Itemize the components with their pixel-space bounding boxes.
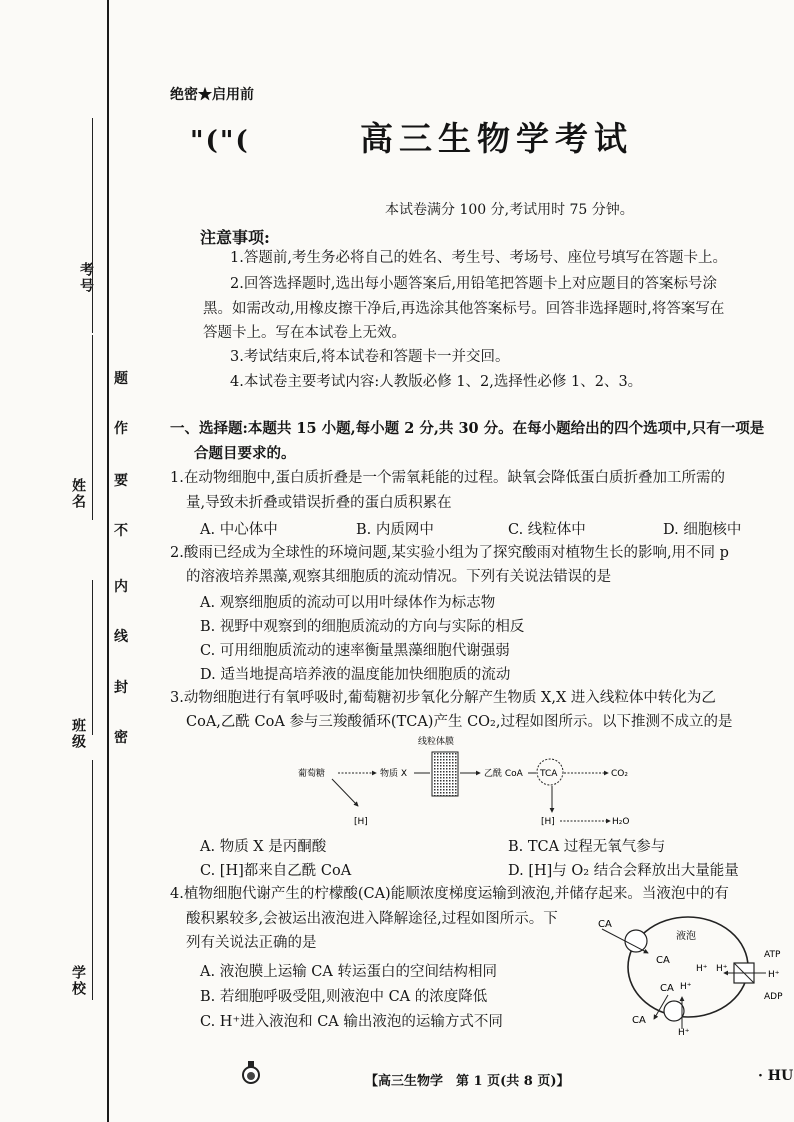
q2-option-c[interactable]: C. 可用细胞质流动的速率衡量黑藻细胞代谢强弱 [200,643,510,659]
margin-label-xingming: 姓名 [70,478,86,510]
banji-field[interactable] [92,580,93,735]
h-in-bottom: H⁺ [680,982,692,992]
seal-char: 封 [114,680,128,696]
xingming-field[interactable] [92,335,93,520]
section-heading: 一、选择题:本题共 15 小题,每小题 2 分,共 30 分。在每小题给出的四个选项中,只有一项是 [170,420,765,437]
ca-out-bottom: CA [632,1015,646,1026]
ca-out-top: CA [598,919,612,930]
h-in-left: H⁺ [696,964,708,974]
ca-in-top: CA [656,955,670,966]
q3-option-b[interactable]: B. TCA 过程无氧气参与 [508,839,666,855]
ca-in-bottom: CA [660,983,674,994]
q4-option-b[interactable]: B. 若细胞呼吸受阻,则液泡中 CA 的浓度降低 [200,989,488,1005]
h2o-label: H₂O [612,817,630,827]
h-out-right: H⁺ [768,970,780,980]
adp-label: ADP [764,992,783,1002]
ca-transporter-in [625,930,647,952]
note-line: 1.答题前,考生务必将自己的姓名、考生号、考场号、座位号填写在答题卡上。 [230,250,727,266]
question-2-stem: 2.酸雨已经成为全球性的环境问题,某实验小组为了探究酸雨对植物生长的影响,用不同 p [170,545,729,561]
handwritten-mark: "("( [190,126,250,156]
note-line: 3.考试结束后,将本试卷和答题卡一并交回。 [230,349,510,365]
confidential-label: 绝密★启用前 [170,87,254,103]
note-line: 4.本试卷主要考试内容:人教版必修 1、2,选择性必修 1、2、3。 [230,374,643,390]
kaohao-field[interactable] [92,118,93,333]
exam-info: 本试卷满分 100 分,考试用时 75 分钟。 [385,202,634,218]
seal-char: 线 [114,629,128,645]
question-4-stem: 4.植物细胞代谢产生的柠檬酸(CA)能顺浓度梯度运输到液泡,并储存起来。当液泡中的有 [170,886,729,902]
respiration-diagram [290,732,650,832]
vacuole-diagram [596,905,794,1035]
q1-option-a[interactable]: A. 中心体中 [200,522,278,538]
q1-option-b[interactable]: B. 内质网中 [356,522,434,538]
tca-label: TCA [540,769,558,779]
seal-char: 内 [114,579,128,595]
co2-label: CO₂ [611,769,628,779]
q2-option-d[interactable]: D. 适当地提高培养液的温度能加快细胞质的流动 [200,667,511,683]
h-in-pump: H⁺ [716,964,728,974]
question-2-stem-cont: 的溶液培养黑藻,观察其细胞质的流动情况。下列有关说法错误的是 [186,569,612,585]
question-1-stem: 1.在动物细胞中,蛋白质折叠是一个需氧耗能的过程。缺氧会降低蛋白质折叠加工所需的 [170,470,725,486]
membrane-label: 线粒体膜 [418,737,455,747]
acetyl-coa-label: 乙酰 CoA [484,769,523,779]
page-footer: 【高三生物学 第 1 页(共 8 页)】 [365,1074,570,1089]
footer-code: · HU [758,1068,794,1084]
q2-option-a[interactable]: A. 观察细胞质的流动可以用叶绿体作为标志物 [200,595,496,611]
q2-option-b[interactable]: B. 视野中观察到的细胞质流动的方向与实际的相反 [200,619,525,635]
question-3-stem: 3.动物细胞进行有氧呼吸时,葡萄糖初步氧化分解产生物质 X,X 进入线粒体中转化为乙 [170,690,716,706]
q1-option-c[interactable]: C. 线粒体中 [508,522,586,538]
page-title: 高三生物学考试 [360,119,633,158]
margin-label-kaohao: 考号 [78,262,94,294]
h-out-bottom: H⁺ [678,1028,690,1035]
binding-line [107,0,109,1122]
arrow [332,779,358,806]
h-right-label: [H] [541,817,555,827]
question-3-stem-cont: CoA,乙酰 CoA 参与三羧酸循环(TCA)产生 CO₂,过程如图所示。以下推测不成立的是 [186,714,733,730]
q4-option-c[interactable]: C. H⁺进入液泡和 CA 输出液泡的运输方式不同 [200,1014,503,1030]
note-line: 2.回答选择题时,选出每小题答案后,用铅笔把答题卡上对应题目的答案标号涂 [230,276,718,292]
q3-option-d[interactable]: D. [H]与 O₂ 结合会释放出大量能量 [508,863,739,879]
seal-char: 作 [114,421,128,437]
ca-h-antiporter [664,1001,684,1021]
note-line: 答题卡上。写在本试卷上无效。 [203,325,406,341]
xuexiao-field[interactable] [92,760,93,1000]
vacuole-label: 液泡 [676,931,696,942]
q3-option-a[interactable]: A. 物质 X 是丙酮酸 [200,839,327,855]
margin-label-xuexiao: 学校 [70,965,86,997]
notes-heading: 注意事项: [200,228,270,247]
glucose-label: 葡萄糖 [298,769,326,779]
h-left-label: [H] [354,817,368,827]
question-4-stem-cont: 酸积累较多,会被运出液泡进入降解途径,过程如图所示。下 [186,911,558,927]
mito-membrane-block [432,752,458,796]
atp-label: ATP [764,950,781,960]
q4-option-a[interactable]: A. 液泡膜上运输 CA 转运蛋白的空间结构相同 [200,964,497,980]
question-1-stem-cont: 量,导致未折叠或错误折叠的蛋白质积累在 [186,495,452,511]
margin-label-banji: 班级 [70,718,86,750]
section-heading-cont: 合题目要求的。 [194,445,296,462]
q1-option-d[interactable]: D. 细胞核中 [663,522,742,538]
seal-char: 题 [114,371,128,387]
seal-char: 要 [114,473,128,489]
q3-option-c[interactable]: C. [H]都来自乙酰 CoA [200,863,352,879]
note-line: 黑。如需改动,用橡皮擦干净后,再选涂其他答案标号。回答非选择题时,将答案写在 [203,301,725,317]
question-4-stem-cont2: 列有关说法正确的是 [186,935,317,951]
flask-logo-icon [240,1060,262,1084]
substance-x-label: 物质 X [380,769,408,779]
seal-char: 不 [114,523,128,539]
seal-char: 密 [114,730,128,746]
